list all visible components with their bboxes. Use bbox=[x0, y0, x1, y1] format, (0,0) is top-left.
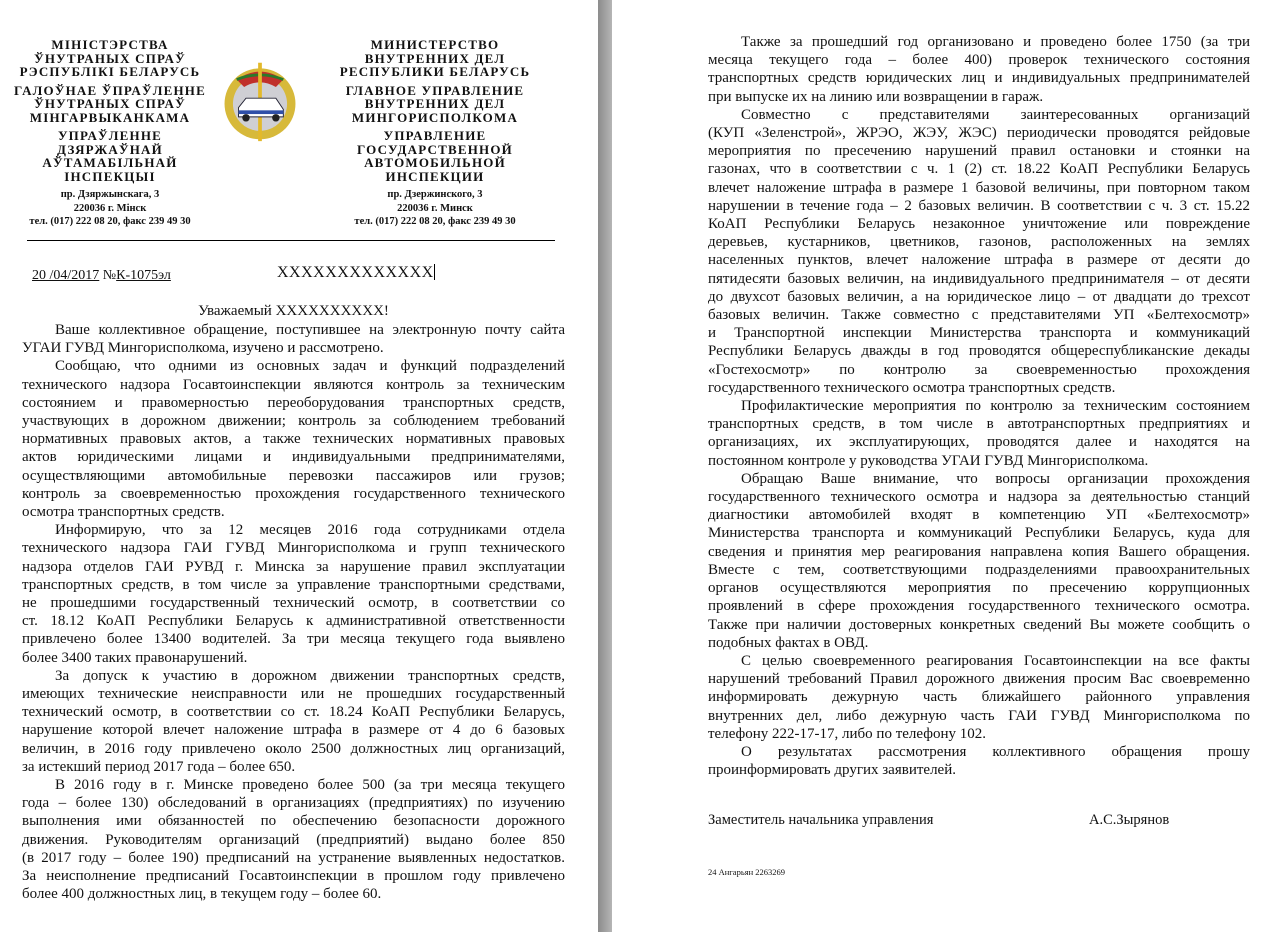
paragraph-line: нормативных правовых актов, а также технических нормативных правовых bbox=[22, 431, 565, 448]
paragraph-line: проявлений в сфере прохождения государственного технического осмотра. bbox=[708, 598, 1250, 615]
document-page-2 bbox=[612, 0, 1280, 932]
paragraph bbox=[708, 397, 1250, 470]
letterhead-line: ГЛАВНОЕ УПРАВЛЕНИЕ bbox=[345, 82, 525, 98]
paragraph-line: Республики Беларусь дважды в год проводятся общереспубликанские декады bbox=[708, 343, 1250, 360]
paragraph-line: за истекший период 2017 года – более 650. bbox=[22, 758, 296, 775]
paragraph-line: состоянием и правомерностью переоборудования транспортных средств, bbox=[22, 394, 565, 411]
paragraph-line: сведения и принятия мер реагирования направлена копия Вашего обращения. bbox=[708, 543, 1250, 560]
footer-note: 24 Ангарьян 2263269 bbox=[708, 867, 786, 877]
signature-name: А.С.Зырянов bbox=[1089, 812, 1170, 828]
letterhead-belarusian bbox=[8, 38, 212, 229]
paragraph-line: величин, в 2016 году привлечено около 2500 должностных лиц организаций, bbox=[22, 740, 565, 757]
paragraph-line: государственного технического осмотра и надзора за деятельностью станций bbox=[708, 489, 1250, 506]
paragraph-line: Сообщаю, что одними из основных задач и функций подразделений bbox=[55, 358, 565, 375]
letterhead-line: ИНСПЕКЦИИ bbox=[385, 168, 485, 184]
paragraph-line: информировать дежурную часть ближайшего районного управления bbox=[708, 689, 1250, 706]
paragraph-line: технического надзора ГАИ ГУВД Мингорисполкома и групп технического bbox=[22, 540, 565, 557]
letter-number: К-1075эл bbox=[116, 268, 171, 283]
paragraph-line: «Гостехосмотр» по контролю за своевременностью прохождения bbox=[708, 361, 1250, 378]
paragraph-line: имеющих технические неисправности или не прошедших государственный bbox=[22, 686, 565, 703]
paragraph-line: базовых величин. Также совместно с представителями УП «Белтехосмотр» bbox=[708, 307, 1250, 324]
paragraph-line: Информирую, что за 12 месяцев 2016 года сотрудниками отдела bbox=[55, 522, 565, 539]
paragraph-line: телефону 222-17-17, либо по телефону 102. bbox=[708, 725, 986, 742]
address-line: пр. Дзержинского, 3 bbox=[387, 189, 483, 200]
paragraph-line: надзора отделов ГАИ РУВД г. Минска за нарушение правил эксплуатации bbox=[22, 558, 565, 575]
paragraph bbox=[708, 743, 1250, 779]
paragraph-line: до двухсот базовых величин, а на юридическое лицо – от двадцати до трехсот bbox=[708, 288, 1250, 305]
paragraph-line: С целью своевременного реагирования Госавтоинспекции на все факты bbox=[741, 652, 1250, 669]
page-gap bbox=[598, 0, 612, 932]
paragraph-line: не прошедшими государственный технический осмотр, в соответствии со bbox=[22, 595, 565, 612]
letterhead-line: УПРАВЛЕНИЕ bbox=[383, 128, 487, 143]
addressee-text: XXXXXXXXXXXXX bbox=[277, 264, 434, 281]
paragraph-line: года – более 130) обследований в организациях (предприятиях) по изучению bbox=[22, 795, 565, 812]
paragraph bbox=[22, 521, 565, 667]
paragraph-line: (КУП «Зеленстрой», ЖРЭО, ЖЭУ, ЖЭС) периодически проводятся рейдовые bbox=[708, 125, 1250, 142]
paragraph-line: осмотра транспортных средств. bbox=[22, 504, 225, 521]
paragraph-line: осуществляющими автомобильные перевозки пассажиров или грузов; bbox=[22, 467, 565, 484]
paragraph-line: населенных пунктов, влечет наложение штрафа в размере от десяти до bbox=[708, 252, 1250, 269]
paragraph-line: Вместе с тем, соответствующими подразделениями правоохранительных bbox=[708, 561, 1250, 578]
paragraph-line: транспортных средств юридических лиц и индивидуальных предпринимателей bbox=[708, 70, 1250, 87]
paragraph-line: ст. 18.12 КоАП Республики Беларусь к административной ответственности bbox=[22, 613, 565, 630]
letterhead-line: ЎНУТРАНЫХ СПРАЎ bbox=[34, 96, 186, 111]
paragraph-line: нарушении в течение года – 2 базовых величин. В соответствии с ч. 3 ст. 15.22 bbox=[708, 197, 1250, 214]
letterhead-group bbox=[310, 38, 560, 79]
paragraph-line: месяца текущего года – более 400) проверок технического состояния bbox=[708, 52, 1250, 69]
paragraph-line: Обращаю Ваше внимание, что вопросы организации прохождения bbox=[741, 470, 1250, 487]
paragraph-line: влечет наложение штрафа в размере 1 базовой величины, при повторном таком bbox=[708, 179, 1250, 196]
header-divider bbox=[27, 240, 555, 241]
paragraph-line: привлечено более 13400 водителей. За три месяца текущего года выявлено bbox=[22, 631, 565, 648]
address-line: тел. (017) 222 08 20, факс 239 49 30 bbox=[29, 216, 191, 227]
letterhead-russian bbox=[310, 38, 560, 229]
paragraph bbox=[708, 470, 1250, 652]
paragraph-line: движения. Руководителям организаций (предприятий) выдано более 850 bbox=[22, 831, 565, 848]
page1-body bbox=[22, 321, 565, 904]
paragraph-line: пятидесяти базовых величин, на индивидуального предпринимателя – от десяти bbox=[708, 270, 1250, 287]
salutation: Уважаемый XXXXXXXXXX! bbox=[198, 303, 389, 319]
paragraph-line: проинформировать других заявителей. bbox=[708, 762, 956, 779]
paragraph bbox=[708, 33, 1250, 106]
letterhead-address bbox=[310, 188, 560, 229]
paragraph-line: В 2016 году в г. Минске проведено более 500 (за три месяца текущего bbox=[55, 777, 565, 794]
paragraph bbox=[708, 106, 1250, 397]
paragraph-line: контроль за своевременностью прохождения государственного технического bbox=[22, 485, 565, 502]
letterhead-line: УПРАЎЛЕННЕ bbox=[57, 128, 163, 143]
address-line: 220036 г. Минск bbox=[397, 202, 473, 214]
paragraph bbox=[22, 357, 565, 521]
signature-position: Заместитель начальника управления bbox=[708, 812, 934, 828]
letterhead-line: ГОСУДАРСТВЕННОЙ bbox=[357, 141, 513, 157]
document-page-1 bbox=[0, 0, 598, 932]
paragraph-line: более 400 должностных лиц, в текущем году – более 60. bbox=[22, 886, 382, 903]
letter-date: 20 /04/2017 bbox=[32, 268, 100, 283]
paragraph-line: Министерства транспорта и коммуникаций Республики Беларусь, куда для bbox=[708, 525, 1250, 542]
paragraph-line: (в 2017 году – более 190) предписаний на устранение выявленных недостатков. bbox=[22, 849, 565, 866]
letterhead-line: АЎТАМАБІЛЬНАЙ bbox=[42, 155, 178, 170]
address-line: пр. Дзяржынскага, 3 bbox=[60, 189, 160, 200]
paragraph-line: подобных фактах в ОВД. bbox=[708, 634, 869, 651]
letterhead-group bbox=[8, 129, 212, 183]
address-line: тел. (017) 222 08 20, факс 239 49 30 bbox=[354, 216, 516, 227]
letterhead-line: АВТОМОБИЛЬНОЙ bbox=[364, 155, 506, 170]
paragraph bbox=[708, 652, 1250, 743]
paragraph bbox=[22, 667, 565, 776]
letterhead-line: МІНІСТЭРСТВА bbox=[51, 37, 169, 52]
paragraph-line: УГАИ ГУВД Мингорисполкома, изучено и рассмотрено. bbox=[22, 340, 384, 357]
paragraph-line: участвующих в дорожном движении; контроль за соблюдением требований bbox=[22, 413, 565, 430]
paragraph-line: нарушение которой влечет наложение штрафа в размере от 4 до 6 базовых bbox=[22, 722, 565, 739]
paragraph-line: диагностики автомобилей входят в компетенцию УП «Белтехосмотр» bbox=[708, 507, 1250, 524]
gai-emblem-icon bbox=[218, 58, 302, 144]
text-cursor bbox=[434, 264, 436, 280]
paragraph-line: государственного технического осмотра транспортных средств. bbox=[708, 379, 1116, 396]
paragraph bbox=[22, 321, 565, 357]
letterhead-line: ВНУТРЕННИХ ДЕЛ bbox=[364, 96, 506, 111]
letterhead-group bbox=[8, 38, 212, 79]
paragraph-line: технический осмотр, в соответствии со ст. 18.24 КоАП Республики Беларусь, bbox=[22, 704, 565, 721]
address-line: 220036 г. Мінск bbox=[73, 202, 147, 214]
letterhead-address bbox=[8, 188, 212, 229]
paragraph-line: технического надзора Госавтоинспекции являются контроль за техническим bbox=[22, 376, 565, 393]
paragraph-line: Также при наличии достоверных конкретных сведений Вы можете сообщить о bbox=[708, 616, 1250, 633]
letterhead-line: ІНСПЕКЦЫІ bbox=[64, 168, 156, 184]
letterhead-line: МИНИСТЕРСТВО bbox=[370, 37, 500, 52]
paragraph-line: внутренних дел, либо дежурную часть ГАИ ГУВД Мингорисполкома по bbox=[708, 707, 1250, 724]
paragraph-line: и Транспортной инспекции Министерства транспорта и коммуникаций bbox=[708, 325, 1250, 342]
paragraph-line: мероприятия по пресечению нарушений правил остановки и стоянки на bbox=[708, 143, 1250, 160]
paragraph-line: выполнения ими обязанностей по обеспечению безопасности дорожного bbox=[22, 813, 565, 830]
paragraph-line: постоянном контроле у руководства УГАИ ГУВД Мингорисполкома. bbox=[708, 452, 1149, 469]
paragraph-line: Совместно с представителями заинтересованных организаций bbox=[741, 106, 1250, 123]
paragraph-line: более 3400 таких правонарушений. bbox=[22, 649, 248, 666]
paragraph-line: Также за прошедший год организовано и проведено более 1750 (за три bbox=[741, 34, 1250, 50]
paragraph-line: при выпуске их на линию или возвращении в гараж. bbox=[708, 88, 1044, 105]
paragraph-line: организациях, их эксплуатирующих, проводятся далее и находятся на bbox=[708, 434, 1250, 451]
paragraph-line: За допуск к участию в дорожном движении транспортных средств, bbox=[55, 667, 565, 684]
letterhead-line: МІНГАРВЫКАНКАМА bbox=[29, 109, 191, 125]
letterhead-line: ГАЛОЎНАЕ ЎПРАЎЛЕННЕ bbox=[14, 82, 206, 98]
page2-body bbox=[708, 33, 1250, 779]
letterhead-line: РЕСПУБЛИКИ БЕЛАРУСЬ bbox=[339, 64, 531, 79]
letterhead-group bbox=[310, 84, 560, 125]
letterhead-line: ДЗЯРЖАЎНАЙ bbox=[57, 141, 163, 157]
letterhead-group bbox=[310, 129, 560, 183]
paragraph-line: транспортных средств, в том числе в автотранспортных предприятиях и bbox=[708, 416, 1250, 433]
letterhead-group bbox=[8, 84, 212, 125]
paragraph bbox=[22, 776, 565, 903]
paragraph-line: деревьев, кустарников, цветников, газонов, расположенных на землях bbox=[708, 234, 1250, 251]
paragraph-line: Профилактические мероприятия по контролю за техническим состоянием bbox=[741, 398, 1250, 415]
letterhead-line: ЎНУТРАНЫХ СПРАЎ bbox=[34, 50, 186, 66]
paragraph-line: газонах, что в соответствии с ч. 1 (2) ст. 18.22 КоАП Республики Беларусь bbox=[708, 161, 1250, 178]
paragraph-line: органов осуществляются мероприятия по пресечению коррупционных bbox=[708, 580, 1250, 597]
paragraph-line: За неисполнение предписаний Госавтоинспекции в прошлом году привлечено bbox=[22, 868, 565, 885]
date-number-line bbox=[32, 268, 171, 284]
paragraph-line: актов юридическими лицами и индивидуальными предпринимателями, bbox=[22, 449, 565, 466]
letterhead-line: ВНУТРЕННИХ ДЕЛ bbox=[364, 50, 506, 66]
addressee[interactable] bbox=[277, 264, 435, 282]
number-sign: № bbox=[102, 268, 117, 283]
paragraph-line: КоАП Республики Беларусь незаконное уничтожение или повреждение bbox=[708, 216, 1250, 233]
paragraph-line: транспортных средств, в том числе за управление транспортными средствами, bbox=[22, 576, 565, 593]
letterhead-line: МИНГОРИСПОЛКОМА bbox=[351, 109, 519, 125]
paragraph-line: О результатах рассмотрения коллективного обращения прошу bbox=[741, 743, 1250, 760]
paragraph-line: нарушений требований Правил дорожного движения просим Вас своевременно bbox=[708, 671, 1250, 688]
letterhead-line: РЭСПУБЛІКІ БЕЛАРУСЬ bbox=[19, 64, 201, 79]
paragraph-line: Ваше коллективное обращение, поступившее на электронную почту сайта bbox=[55, 322, 565, 338]
